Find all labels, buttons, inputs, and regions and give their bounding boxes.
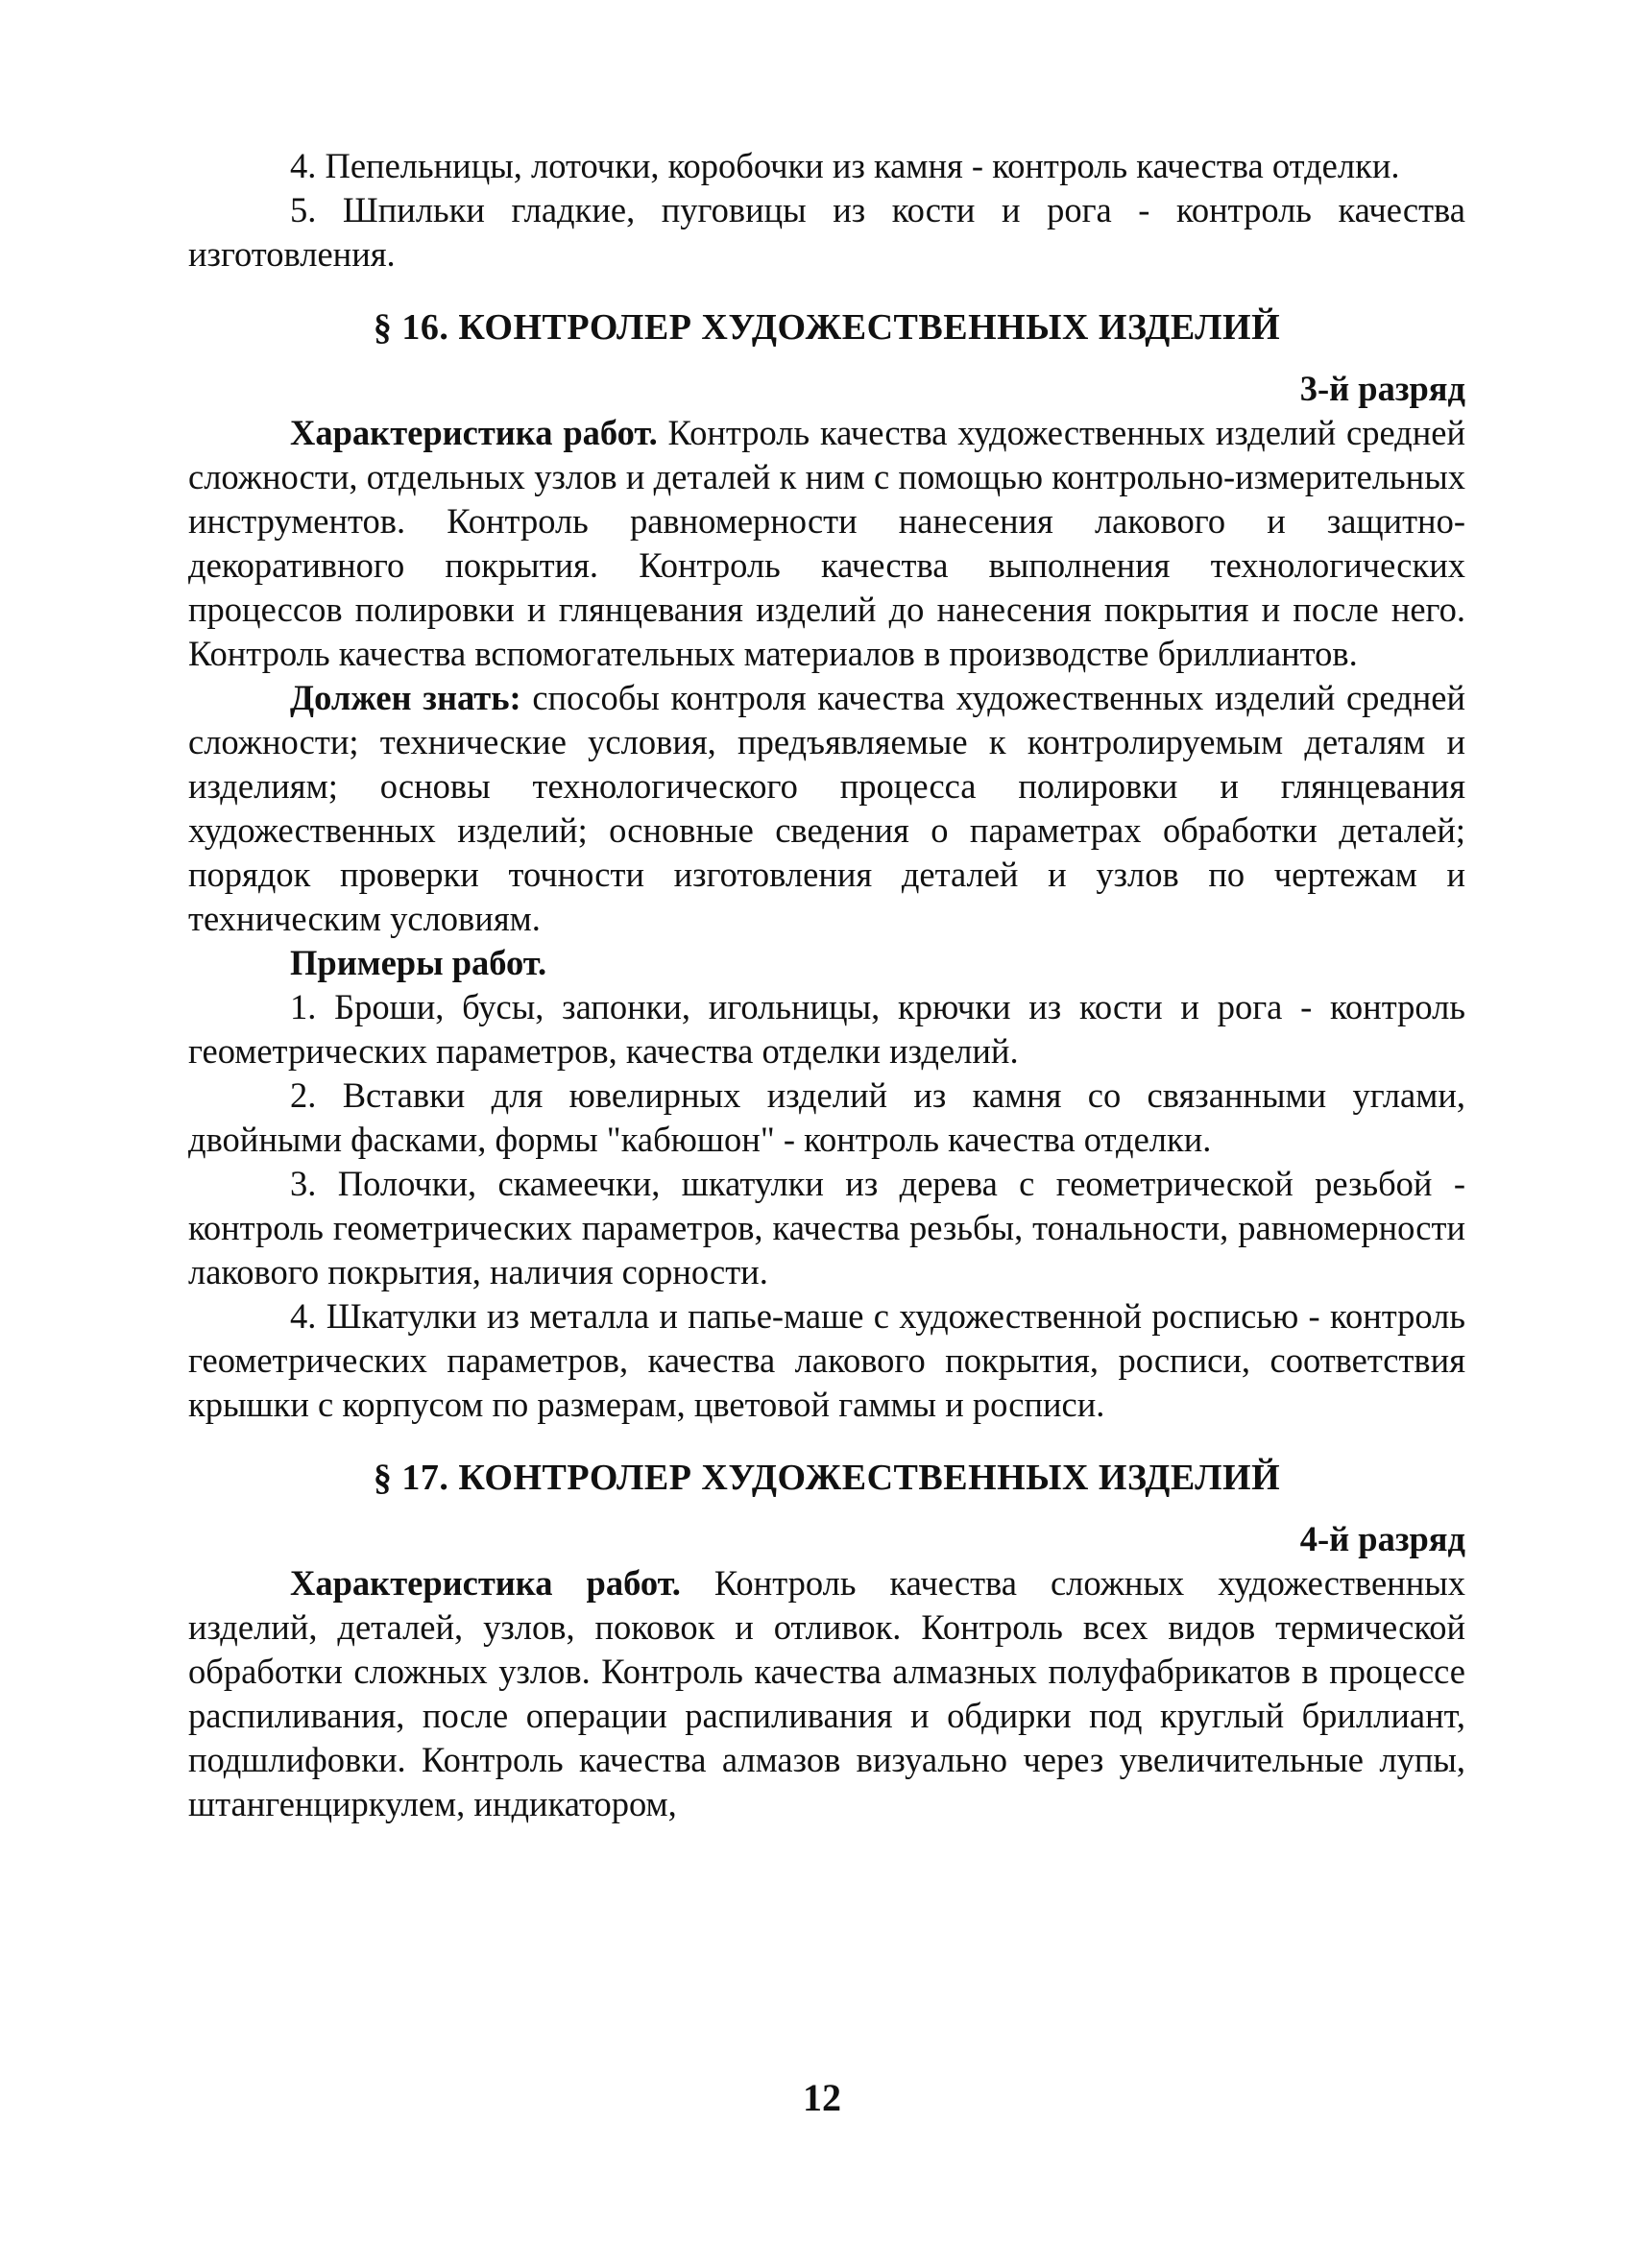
section-17-characteristic	[188, 1561, 1465, 1826]
section-16-characteristic-label: Характеристика работ.	[290, 413, 658, 452]
section-16-grade: 3-й разряд	[1299, 369, 1465, 408]
section-16-must-know-text: способы контроля качества художественных изделий средней сложности; технические условия, предъявляемые к контролируемым деталям и изделиям; основы технологического процесса полировки и глянцевания художественных изделий; основные сведения о параметрах обработки деталей; порядок проверки точности изготовления деталей и узлов по чертежам и техническим условиям.	[188, 678, 1465, 938]
intro-item-4: 4. Пепельницы, лоточки, коробочки из камня - контроль качества отделки.	[290, 146, 1400, 185]
section-16-must-know-label: Должен знать:	[290, 678, 521, 717]
document-page	[188, 144, 1465, 1826]
page-number: 12	[803, 2076, 841, 2119]
intro-item-5: 5. Шпильки гладкие, пуговицы из кости и рога - контроль качества изготовления.	[188, 190, 1465, 274]
section-17-grade: 4-й разряд	[1299, 1519, 1465, 1558]
section-16-characteristic-text: Контроль качества художественных изделий средней сложности, отдельных узлов и деталей к ним с помощью контрольно-измерительных инструментов. Контроль равномерности нанесения лакового и защитно-декоративного покрытия. Контроль качества выполнения технологических процессов полировки и глянцевания изделий до нанесения покрытия и после него. Контроль качества вспомогательных материалов в производстве бриллиантов.	[188, 413, 1465, 673]
section-17-characteristic-text: Контроль качества сложных художественных изделий, деталей, узлов, поковок и отливок. Контроль всех видов термической обработки сложных узлов. Контроль качества алмазных полуфабрикатов в процессе распиливания, после операции распиливания и обдирки под круглый бриллиант, подшлифовки. Контроль качества алмазов визуально через увеличительные лупы, штангенциркулем, индикатором,	[188, 1563, 1465, 1823]
section-16-example-4: 4. Шкатулки из металла и папье-маше с художественной росписью - контроль геометрических параметров, качества лакового покрытия, росписи, соответствия крышки с корпусом по размерам, цветовой гаммы и росписи.	[188, 1296, 1465, 1424]
section-16-must-know	[188, 676, 1465, 941]
section-16-title: § 16. КОНТРОЛЕР ХУДОЖЕСТВЕННЫХ ИЗДЕЛИЙ	[373, 307, 1281, 348]
section-16-examples-label: Примеры работ.	[290, 943, 547, 982]
section-17-title: § 17. КОНТРОЛЕР ХУДОЖЕСТВЕННЫХ ИЗДЕЛИЙ	[373, 1458, 1281, 1498]
section-16-example-2: 2. Вставки для ювелирных изделий из камня со связанными углами, двойными фасками, формы "кабюшон" - контроль качества отделки.	[188, 1075, 1465, 1159]
section-16-example-1: 1. Броши, бусы, запонки, игольницы, крючки из кости и рога - контроль геометрических параметров, качества отделки изделий.	[188, 987, 1465, 1071]
section-16-characteristic	[188, 411, 1465, 676]
section-16-example-3: 3. Полочки, скамеечки, шкатулки из дерева с геометрической резьбой - контроль геометрических параметров, качества резьбы, тональности, равномерности лакового покрытия, наличия сорности.	[188, 1164, 1465, 1291]
section-17-characteristic-label: Характеристика работ.	[290, 1563, 681, 1603]
